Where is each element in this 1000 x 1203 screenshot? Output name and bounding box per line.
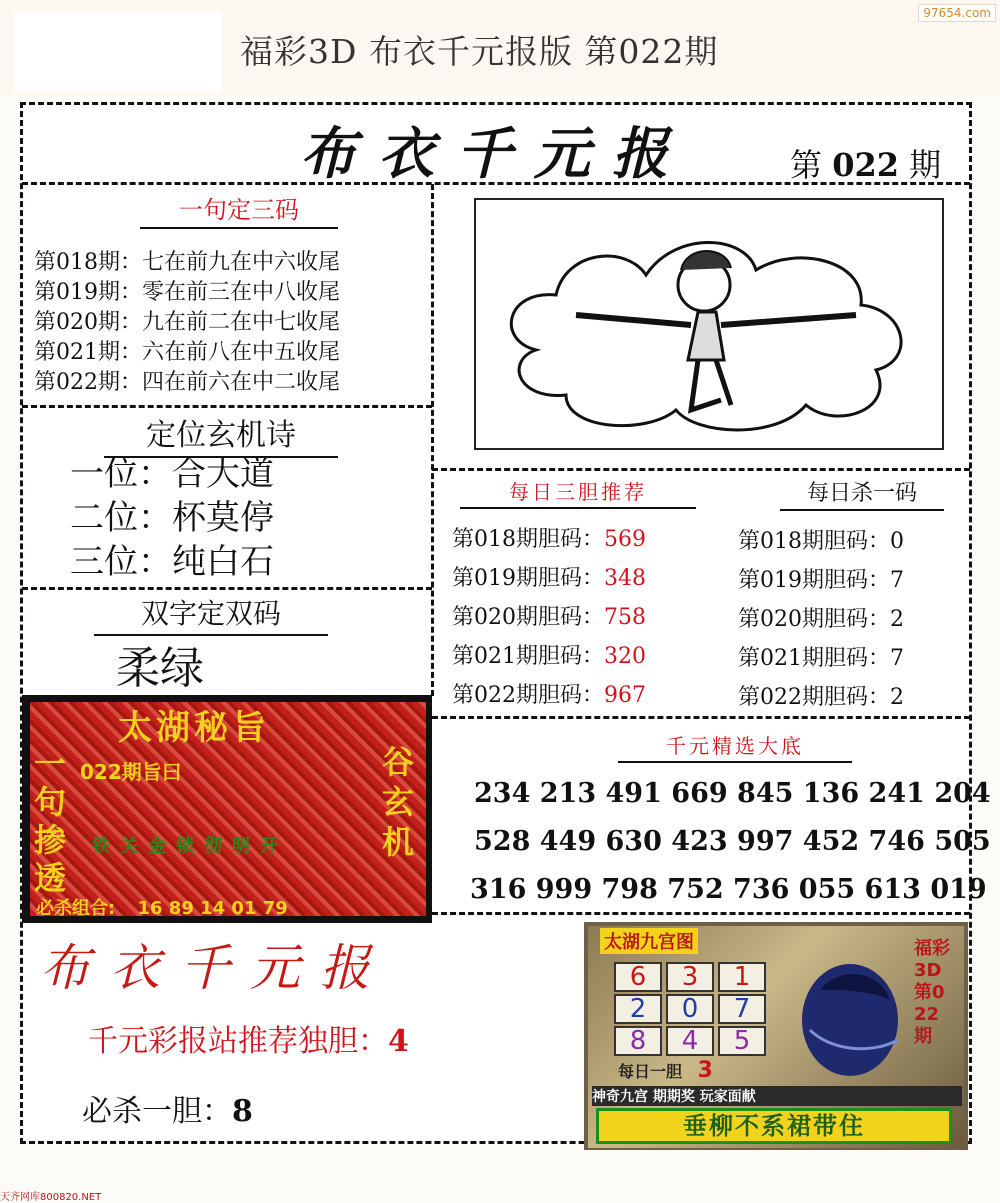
grid-cell: 8 [614,1026,662,1056]
shuangzi-value: 柔绿 [116,643,204,694]
jiugong-grid [614,962,774,1058]
poem-line: 三位：纯白石 [70,542,274,582]
poem-lines [70,452,274,584]
poem-title: 定位玄机诗 [104,410,338,458]
grid-cell: 6 [614,962,662,992]
jiugong-banner: 垂柳不系裙带住 [596,1108,952,1144]
issue-suffix: 期 [909,146,942,184]
jiugong-side: 福彩3D第022期 [914,938,950,1047]
grid-cell: 7 [718,994,766,1024]
shuangzi-title: 双字定双码 [94,592,328,636]
jiugong-daily: 每日一胆 3 [618,1058,713,1083]
shayima-row: 第019期胆码：7 [738,568,904,593]
poem-line: 二位：杯莫停 [70,498,274,538]
site-watermark[interactable]: 97654.com [918,4,996,22]
taihu-right: 谷玄机 [382,743,415,861]
jiugong-title: 太湖九宫图 [600,928,698,954]
dadi-line: 234 213 491 669 845 136 241 204 [474,778,991,809]
dadi-line: 528 449 630 423 997 452 746 505 [474,826,991,857]
taihu-mid: 铁关金锁彻明开 [92,836,288,857]
divider-yiju [22,405,432,408]
portrait-figure-icon [780,960,910,1080]
grid-cell: 2 [614,994,662,1024]
masthead-issue [790,140,941,186]
dadi-title: 千元精选大底 [618,730,852,763]
sandan-row: 第022期胆码：967 [452,683,646,708]
grid-cell: 5 [718,1026,766,1056]
shayima-row: 第021期胆码：7 [738,646,904,671]
shayima-row: 第018期胆码：0 [738,529,904,554]
jiugong-footer-small: 神奇九宫 期期奖 玩家面献 [592,1086,962,1106]
cartoon-man-on-cloud-icon [476,200,942,448]
issue-number: 022 [832,146,899,184]
jiugong-portrait [780,960,910,1080]
masthead-title: 布衣千元报 [300,121,690,187]
sandan-row: 第019期胆码：348 [452,566,646,591]
header-blank-box [14,12,222,92]
taihu-title: 太湖秘旨 [118,708,270,748]
yiju-row: 第020期：九在前二在中七收尾 [34,310,340,335]
grid-cell: 4 [666,1026,714,1056]
divider-masthead [22,182,970,185]
yiju-title: 一句定三码 [140,190,338,229]
shayima-title: 每日杀一码 [780,476,944,511]
shayima-row: 第022期胆码：2 [738,685,904,710]
sandan-title: 每日三胆推荐 [460,476,696,509]
script-banner: 布衣千元报 [40,939,390,994]
cartoon-image [474,198,944,450]
recommend-line: 千元彩报站推荐独胆：4 [88,1024,409,1059]
divider-poem [22,587,432,590]
grid-cell: 0 [666,994,714,1024]
sandan-row: 第018期胆码：569 [452,527,646,552]
grid-cell: 1 [718,962,766,992]
bottom-watermark: 天齐网库800820.NET [0,1192,102,1203]
shayima-row: 第020期胆码：2 [738,607,904,632]
taihu-left: 一句掺透 [34,745,67,897]
sandan-list [452,520,646,715]
divider-left-col [431,184,434,696]
dadi-line: 316 999 798 752 736 055 613 019 [470,874,987,905]
yiju-row: 第019期：零在前三在中八收尾 [34,280,340,305]
shayima-list [738,522,904,717]
bisha-line: 必杀一胆：8 [82,1094,253,1129]
taihu-issue: 022期旨曰 [80,760,182,784]
divider-cartoon [432,468,970,471]
yiju-row: 第022期：四在前六在中二收尾 [34,370,340,395]
dadi-lines [470,770,991,914]
grid-cell: 3 [666,962,714,992]
yiju-row: 第021期：六在前八在中五收尾 [34,340,340,365]
yiju-row: 第018期：七在前九在中六收尾 [34,250,340,275]
poem-line: 一位：合大道 [70,454,274,494]
issue-prefix: 第 [790,146,823,184]
page-title: 福彩3D 布衣千元报版 第022期 [240,32,719,71]
sandan-row: 第020期胆码：758 [452,605,646,630]
sandan-row: 第021期胆码：320 [452,644,646,669]
yiju-list [34,248,340,398]
taihu-kill: 必杀组合: 16 89 14 01 79 [36,898,288,919]
